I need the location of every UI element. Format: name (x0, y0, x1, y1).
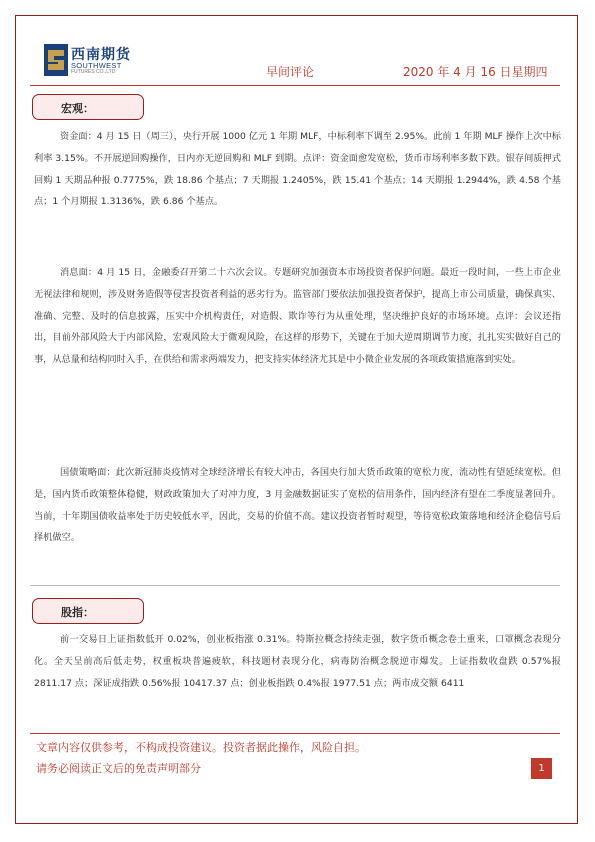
footer-disclaimer: 文章内容仅供参考，不构成投资建议。投资者据此操作，风险自担。 (36, 741, 366, 754)
section-header-stock-index (32, 598, 144, 624)
footer-divider (30, 733, 560, 734)
section-header-macro (32, 94, 144, 120)
company-logo (44, 44, 131, 76)
paragraph-funding: 资金面：4 月 15 日（周三），央行开展 1000 亿元 1 年期 MLF，中标利率下调至 2.95%。此前 1 年期 MLF 操作上次中标利率 3.15%。不开展逆回购操作，日内亦无逆回购和 MLF 到期。点评：资金面愈发宽松，货币市场利率多数下跌。银存间质押式回购 1 天期品种报 0.7775%，跌 18.86 个基点；7 天期报 1.2405%，跌 15.41 个基点；14 天期报 1.2944%，跌 4.58 个基点；1 个月期报 1.3136%，跌 6.86 个基点。 (34, 131, 561, 208)
document-type: 早间评论 (266, 65, 315, 79)
page-number: 1 (531, 758, 552, 779)
section-divider (30, 585, 560, 586)
footer-disclaimer-notice: 请务必阅读正文后的免责声明部分 (36, 762, 201, 775)
logo-mark-icon (44, 44, 68, 76)
paragraph-news: 消息面：4 月 15 日，金融委召开第二十六次会议。专题研究加强资本市场投资者保护问题。最近一段时间，一些上市企业无视法律和规则，涉及财务造假等侵害投资者利益的恶劣行为。监管部门要依法加强投资者保护，提高上市公司质量，确保真实、准确、完整、及时的信息披露，压实中介机构责任，对造假、欺诈等行为从重处理，坚决维护良好的市场环境。点评：会议还指出，目前外部风险大于内部风险，宏观风险大于微观风险，在这样的形势下，关键在于加大逆周期调节力度，扎扎实实做好自己的事，从总量和结构同时入手，在供给和需求两端发力，把支持实体经济尤其是中小微企业发展的各项政策措施落到实处。 (34, 267, 561, 366)
logo-chinese-name: 西南期货 (71, 47, 131, 63)
logo-english-subtitle: FUTURES CO.,LTD (71, 69, 116, 75)
paragraph-stock-index: 前一交易日上证指数低开 0.02%，创业板指涨 0.31%。特斯拉概念持续走强，数字货币概念卷土重来，口罩概念表现分化。全天呈前高后低走势，权重板块普遍疲软，科技题材表现分化，病毒防治概念脱逆市爆发。上证指数收盘跌 0.57%报 2811.17 点；深证成指跌 0.56%报 10417.37 点；创业板指跌 0.4%报 1977.51 点；两市成交额 6411 (34, 634, 561, 689)
section-title-macro: 宏观： (61, 102, 94, 115)
paragraph-bond-strategy: 国债策略面：此次新冠肺炎疫情对全球经济增长有较大冲击，各国央行加大货币政策的宽松力度，流动性有望延续宽松。但是，国内货币政策整体稳健，财政政策加大了对冲力度，3 月金融数据证实了宽松的信用条件，国内经济有望在二季度显著回升。当前，十年期国债收益率处于历史较低水平，因此，交易的价值不高。建议投资者暂时观望，等待宽松政策落地和经济企稳信号后择机做空。 (34, 467, 561, 544)
document-date: 2020 年 4 月 16 日星期四 (403, 65, 548, 79)
header-divider (30, 85, 560, 86)
section-title-stock-index: 股指： (61, 606, 94, 619)
logo-english-name: SOUTHWEST (71, 61, 122, 70)
